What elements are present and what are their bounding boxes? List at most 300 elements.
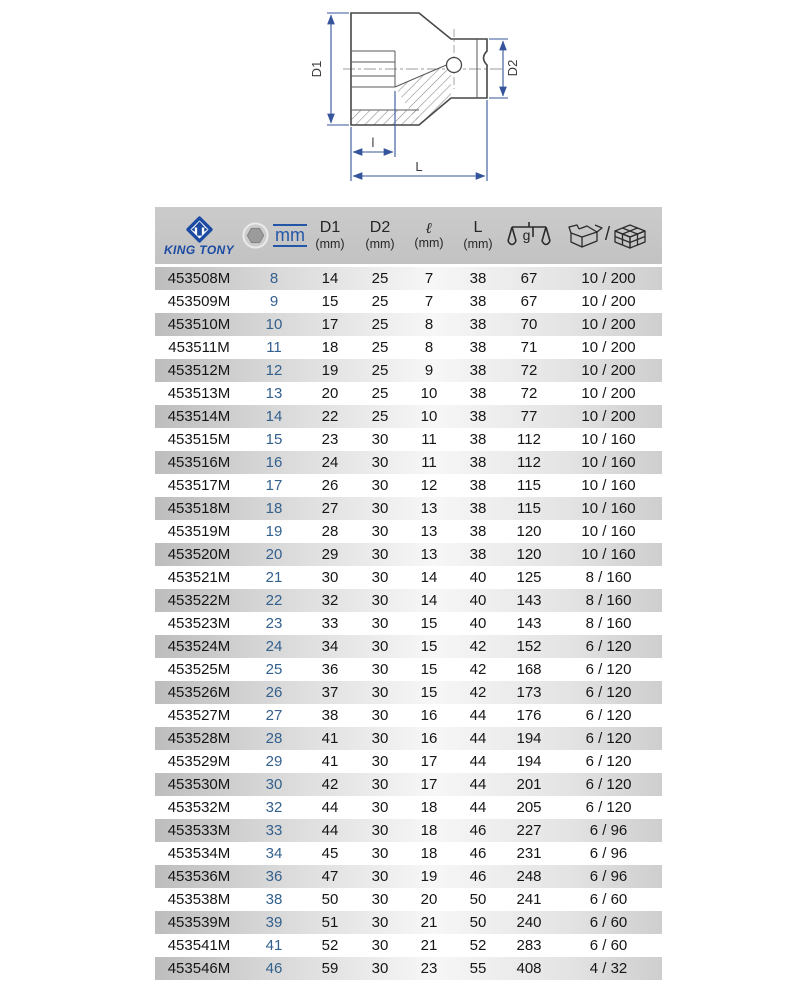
- weight-value: 120: [516, 546, 542, 563]
- d1-value: 38: [321, 707, 339, 724]
- l-big-value: 38: [469, 523, 487, 540]
- l-small-value: 11: [421, 431, 437, 448]
- table-row: [155, 497, 662, 520]
- weight-value: 201: [516, 776, 542, 793]
- packing-qty: 10 / 200: [581, 270, 636, 287]
- d2-value: 30: [371, 615, 389, 632]
- scale-icon: [507, 220, 551, 251]
- model-number: 453523M: [167, 615, 231, 632]
- d1-value: 24: [321, 454, 339, 471]
- weight-value: 77: [520, 408, 538, 425]
- model-number: 453538M: [167, 891, 231, 908]
- size-mm-value: 9: [269, 293, 279, 310]
- l-big-value: 38: [469, 339, 487, 356]
- l-small-value: 21: [420, 937, 438, 954]
- weight-value: 112: [517, 431, 541, 448]
- d1-value: 30: [321, 569, 339, 586]
- weight-value: 67: [520, 270, 538, 287]
- packing-qty: 6 / 96: [589, 822, 628, 839]
- brand-logo: [164, 216, 234, 256]
- header-l-small: [405, 207, 453, 264]
- weight-value: 115: [517, 477, 541, 494]
- d1-value: 37: [321, 684, 339, 701]
- packing-qty: 6 / 120: [585, 707, 632, 724]
- l-small-value: 12: [420, 477, 438, 494]
- spec-table: [155, 207, 662, 980]
- d1-value: 47: [321, 868, 339, 885]
- table-row: [155, 750, 662, 773]
- size-mm-value: 41: [265, 937, 283, 954]
- packing-qty: 8 / 160: [585, 569, 632, 586]
- size-mm-value: 32: [265, 799, 283, 816]
- d1-value: 41: [321, 753, 339, 770]
- size-mm-value: 28: [265, 730, 283, 747]
- dim-label-l-small: l: [371, 135, 375, 150]
- d1-value: 45: [321, 845, 339, 862]
- l-big-value: 40: [469, 592, 487, 609]
- weight-value: 168: [516, 661, 542, 678]
- size-mm-value: 11: [266, 339, 282, 356]
- l-big-value: 38: [469, 385, 487, 402]
- weight-value: 248: [516, 868, 542, 885]
- d2-value: 30: [371, 753, 389, 770]
- size-mm-value: 13: [265, 385, 283, 402]
- d1-value: 19: [321, 362, 339, 379]
- l-small-value: 16: [420, 730, 438, 747]
- table-row: [155, 520, 662, 543]
- l-big-value: 38: [469, 477, 487, 494]
- d2-value: 30: [371, 431, 389, 448]
- model-number: 453529M: [167, 753, 231, 770]
- packing-qty: 6 / 96: [589, 845, 628, 862]
- l-big-value: 55: [469, 960, 487, 977]
- d2-value: 30: [371, 454, 389, 471]
- header-weight: [503, 207, 555, 264]
- d1-value: 51: [321, 914, 339, 931]
- weight-value: 143: [516, 592, 542, 609]
- dim-label-l-big: L: [415, 159, 423, 174]
- l-big-value: 44: [469, 799, 487, 816]
- hatch-bottom-wall: [351, 110, 419, 125]
- weight-value: 231: [516, 845, 542, 862]
- size-mm-value: 8: [269, 270, 279, 287]
- l-big-column-label: L: [473, 219, 483, 237]
- packing-qty: 10 / 200: [581, 362, 636, 379]
- l-small-value: 18: [420, 845, 438, 862]
- l-small-column-unit: (mm): [414, 236, 444, 251]
- packing-qty: 6 / 60: [589, 937, 628, 954]
- l-small-value: 13: [420, 546, 438, 563]
- king-tony-diamond-icon: [186, 216, 213, 243]
- model-number: 453515M: [167, 431, 231, 448]
- packing-qty: 10 / 160: [581, 454, 636, 471]
- d2-value: 30: [371, 546, 389, 563]
- table-row: [155, 911, 662, 934]
- d1-value: 14: [321, 270, 339, 287]
- d1-value: 29: [321, 546, 339, 563]
- l-big-column-unit: (mm): [463, 236, 493, 251]
- packing-qty: 10 / 160: [581, 431, 636, 448]
- weight-value: 67: [520, 293, 538, 310]
- l-small-value: 15: [420, 615, 438, 632]
- l-small-value: 14: [420, 569, 438, 586]
- l-small-value: 10: [420, 385, 438, 402]
- d1-value: 32: [321, 592, 339, 609]
- packing-qty: 10 / 200: [581, 408, 636, 425]
- l-big-value: 42: [469, 638, 487, 655]
- packing-qty: 6 / 120: [585, 799, 632, 816]
- d1-value: 36: [321, 661, 339, 678]
- d1-value: 59: [321, 960, 339, 977]
- weight-value: 283: [516, 937, 542, 954]
- size-mm-value: 19: [265, 523, 283, 540]
- size-unit-label: mm: [273, 224, 307, 248]
- packing-qty: 10 / 200: [581, 316, 636, 333]
- packing-slash: /: [604, 223, 611, 245]
- d2-value: 30: [371, 868, 389, 885]
- model-number: 453522M: [167, 592, 231, 609]
- d2-value: 30: [371, 477, 389, 494]
- l-big-value: 38: [469, 293, 487, 310]
- weight-value: 72: [520, 362, 538, 379]
- table-row: [155, 635, 662, 658]
- packing-qty: 6 / 60: [589, 891, 628, 908]
- weight-value: 71: [520, 339, 538, 356]
- model-number: 453508M: [167, 270, 231, 287]
- size-mm-value: 39: [265, 914, 283, 931]
- table-row: [155, 612, 662, 635]
- model-number: 453518M: [167, 500, 231, 517]
- model-number: 453509M: [167, 293, 231, 310]
- open-box-icon: [568, 222, 604, 249]
- d2-value: 30: [371, 707, 389, 724]
- model-number: 453532M: [167, 799, 231, 816]
- size-mm-value: 21: [265, 569, 283, 586]
- model-number: 453521M: [167, 569, 231, 586]
- packing-qty: 8 / 160: [585, 592, 632, 609]
- model-number: 453539M: [167, 914, 231, 931]
- table-row: [155, 865, 662, 888]
- l-small-value: 18: [420, 799, 438, 816]
- d2-value: 25: [371, 270, 389, 287]
- d1-value: 27: [321, 500, 339, 517]
- size-mm-value: 14: [265, 408, 283, 425]
- size-mm-value: 36: [265, 868, 283, 885]
- header-d2: [355, 207, 405, 264]
- size-mm-value: 30: [265, 776, 283, 793]
- header-size: [243, 207, 305, 264]
- packing-qty: 6 / 120: [585, 638, 632, 655]
- size-mm-value: 23: [265, 615, 283, 632]
- size-mm-value: 24: [265, 638, 283, 655]
- d2-value: 30: [371, 592, 389, 609]
- l-big-value: 38: [469, 500, 487, 517]
- model-number: 453528M: [167, 730, 231, 747]
- model-number: 453517M: [167, 477, 231, 494]
- weight-value: 241: [516, 891, 542, 908]
- table-row: [155, 359, 662, 382]
- d1-value: 15: [321, 293, 339, 310]
- packing-qty: 10 / 160: [581, 523, 636, 540]
- packing-qty: 10 / 160: [581, 546, 636, 563]
- l-big-value: 50: [469, 914, 487, 931]
- l-small-value: 11: [421, 454, 437, 471]
- table-row: [155, 589, 662, 612]
- packing-qty: 6 / 120: [585, 753, 632, 770]
- packing-qty: 10 / 160: [581, 477, 636, 494]
- model-number: 453519M: [167, 523, 231, 540]
- l-small-value: 20: [420, 891, 438, 908]
- d1-value: 26: [321, 477, 339, 494]
- packing-qty: 10 / 200: [581, 385, 636, 402]
- d2-value: 30: [371, 523, 389, 540]
- size-mm-value: 46: [265, 960, 283, 977]
- l-big-value: 46: [469, 822, 487, 839]
- weight-value: 240: [516, 914, 542, 931]
- size-mm-value: 26: [265, 684, 283, 701]
- table-row: [155, 405, 662, 428]
- header-brand: [155, 207, 243, 264]
- size-mm-value: 10: [265, 316, 283, 333]
- d1-value: 52: [321, 937, 339, 954]
- d1-value: 34: [321, 638, 339, 655]
- weight-value: 112: [517, 454, 541, 471]
- packing-qty: 8 / 160: [585, 615, 632, 632]
- weight-value: 227: [516, 822, 542, 839]
- size-mm-value: 15: [265, 431, 283, 448]
- d2-column-unit: (mm): [365, 236, 395, 251]
- d1-value: 18: [321, 339, 339, 356]
- size-mm-value: 22: [265, 592, 283, 609]
- d2-value: 30: [371, 822, 389, 839]
- packing-qty: 10 / 160: [581, 500, 636, 517]
- table-row: [155, 888, 662, 911]
- weight-value: 120: [516, 523, 542, 540]
- weight-value: 194: [516, 730, 542, 747]
- size-mm-value: 12: [265, 362, 283, 379]
- l-big-value: 38: [469, 316, 487, 333]
- d1-value: 22: [321, 408, 339, 425]
- l-big-value: 46: [469, 868, 487, 885]
- weight-value: 205: [516, 799, 542, 816]
- d1-value: 17: [321, 316, 339, 333]
- d1-value: 23: [321, 431, 339, 448]
- weight-value: 72: [520, 385, 538, 402]
- weight-value: 70: [520, 316, 538, 333]
- model-number: 453541M: [167, 937, 231, 954]
- l-big-value: 52: [469, 937, 487, 954]
- l-big-value: 44: [469, 776, 487, 793]
- size-mm-value: 18: [265, 500, 283, 517]
- d2-value: 25: [371, 385, 389, 402]
- brand-name: KING TONY: [163, 242, 235, 257]
- model-number: 453513M: [167, 385, 231, 402]
- table-row: [155, 267, 662, 290]
- model-number: 453520M: [167, 546, 231, 563]
- model-number: 453511M: [168, 339, 230, 356]
- d2-value: 25: [371, 362, 389, 379]
- l-small-value: 7: [424, 270, 434, 287]
- weight-value: 194: [516, 753, 542, 770]
- header-d1: [305, 207, 355, 264]
- packing-qty: 6 / 120: [585, 730, 632, 747]
- table-row: [155, 773, 662, 796]
- model-number: 453530M: [167, 776, 231, 793]
- table-header: [155, 207, 662, 264]
- weight-value: 408: [516, 960, 542, 977]
- dim-label-d2: D2: [505, 59, 520, 77]
- table-row: [155, 842, 662, 865]
- l-small-value: 19: [420, 868, 438, 885]
- model-number: 453512M: [167, 362, 231, 379]
- model-number: 453524M: [167, 638, 231, 655]
- l-small-value: 13: [420, 523, 438, 540]
- weight-value: 143: [516, 615, 542, 632]
- size-mm-value: 27: [265, 707, 283, 724]
- l-big-value: 44: [469, 707, 487, 724]
- d1-value: 20: [321, 385, 339, 402]
- l-small-value: 16: [420, 707, 438, 724]
- d2-value: 30: [371, 891, 389, 908]
- l-small-value: 10: [420, 408, 438, 425]
- table-row: [155, 451, 662, 474]
- table-row: [155, 796, 662, 819]
- d1-value: 33: [321, 615, 339, 632]
- header-l-big: [453, 207, 503, 264]
- table-row: [155, 658, 662, 681]
- d2-value: 30: [371, 684, 389, 701]
- l-small-value: 21: [420, 914, 438, 931]
- socket-technical-drawing: [291, 5, 523, 201]
- packing-qty: 6 / 120: [585, 684, 632, 701]
- packing-qty: 6 / 120: [585, 776, 632, 793]
- l-big-value: 38: [469, 454, 487, 471]
- table-row: [155, 957, 662, 980]
- l-big-value: 40: [469, 569, 487, 586]
- table-row: [155, 566, 662, 589]
- model-number: 453526M: [167, 684, 231, 701]
- d2-value: 30: [371, 914, 389, 931]
- d1-value: 42: [321, 776, 339, 793]
- l-big-value: 38: [469, 408, 487, 425]
- l-big-value: 50: [469, 891, 487, 908]
- d2-value: 30: [371, 569, 389, 586]
- d2-column-label: D2: [369, 219, 391, 237]
- hex-socket-icon: [241, 221, 270, 250]
- d2-value: 30: [371, 845, 389, 862]
- d2-value: 25: [371, 316, 389, 333]
- socket-cross-section: [291, 5, 523, 201]
- size-mm-value: 16: [265, 454, 283, 471]
- weight-unit-label: g: [522, 227, 531, 243]
- d1-value: 44: [321, 822, 339, 839]
- l-big-value: 42: [469, 684, 487, 701]
- model-number: 453510M: [167, 316, 231, 333]
- model-number: 453525M: [167, 661, 231, 678]
- l-small-value: 15: [420, 661, 438, 678]
- model-number: 453527M: [167, 707, 231, 724]
- packing-qty: 4 / 32: [589, 960, 628, 977]
- d1-value: 28: [321, 523, 339, 540]
- l-big-value: 38: [469, 546, 487, 563]
- packing-qty: 10 / 200: [581, 293, 636, 310]
- model-number: 453536M: [167, 868, 231, 885]
- l-big-value: 38: [469, 431, 487, 448]
- table-row: [155, 819, 662, 842]
- l-small-value: 15: [420, 638, 438, 655]
- size-mm-value: 20: [265, 546, 283, 563]
- l-small-value: 13: [420, 500, 438, 517]
- table-row: [155, 474, 662, 497]
- header-packing: [555, 207, 662, 264]
- dim-label-d1: D1: [309, 60, 324, 78]
- model-number: 453516M: [167, 454, 231, 471]
- d1-column-unit: (mm): [315, 236, 345, 251]
- size-mm-value: 33: [265, 822, 283, 839]
- d2-value: 30: [371, 500, 389, 517]
- d1-column-label: D1: [319, 219, 341, 237]
- d2-value: 30: [371, 638, 389, 655]
- d2-value: 25: [371, 339, 389, 356]
- table-row: [155, 313, 662, 336]
- d1-value: 50: [321, 891, 339, 908]
- l-small-value: 17: [420, 776, 438, 793]
- l-small-value: 8: [424, 339, 434, 356]
- table-row: [155, 704, 662, 727]
- packing-qty: 6 / 60: [589, 914, 628, 931]
- d2-value: 30: [371, 661, 389, 678]
- size-mm-value: 38: [265, 891, 283, 908]
- table-row: [155, 934, 662, 957]
- l-small-value: 8: [424, 316, 434, 333]
- l-big-value: 46: [469, 845, 487, 862]
- weight-value: 152: [516, 638, 542, 655]
- l-small-value: 14: [420, 592, 438, 609]
- weight-value: 125: [516, 569, 542, 586]
- model-number: 453546M: [167, 960, 231, 977]
- l-small-column-label: ℓ: [425, 218, 433, 237]
- table-row: [155, 290, 662, 313]
- d2-value: 30: [371, 776, 389, 793]
- size-mm-value: 34: [265, 845, 283, 862]
- model-number: 453533M: [167, 822, 231, 839]
- l-small-value: 23: [420, 960, 438, 977]
- model-number: 453534M: [167, 845, 231, 862]
- d2-value: 30: [371, 960, 389, 977]
- size-mm-value: 29: [265, 753, 283, 770]
- d1-value: 44: [321, 799, 339, 816]
- model-number: 453514M: [167, 408, 231, 425]
- l-small-value: 9: [424, 362, 434, 379]
- l-small-value: 18: [420, 822, 438, 839]
- l-small-value: 17: [420, 753, 438, 770]
- d2-value: 30: [371, 730, 389, 747]
- table-row: [155, 727, 662, 750]
- table-row: [155, 681, 662, 704]
- table-row: [155, 336, 662, 359]
- l-small-value: 15: [420, 684, 438, 701]
- packing-qty: 6 / 96: [589, 868, 628, 885]
- packing-qty: 6 / 120: [585, 661, 632, 678]
- table-row: [155, 543, 662, 566]
- packing-qty: 10 / 200: [581, 339, 636, 356]
- d2-value: 30: [371, 937, 389, 954]
- table-row: [155, 382, 662, 405]
- size-mm-value: 17: [265, 477, 283, 494]
- d2-value: 25: [371, 293, 389, 310]
- l-big-value: 44: [469, 753, 487, 770]
- size-mm-value: 25: [265, 661, 283, 678]
